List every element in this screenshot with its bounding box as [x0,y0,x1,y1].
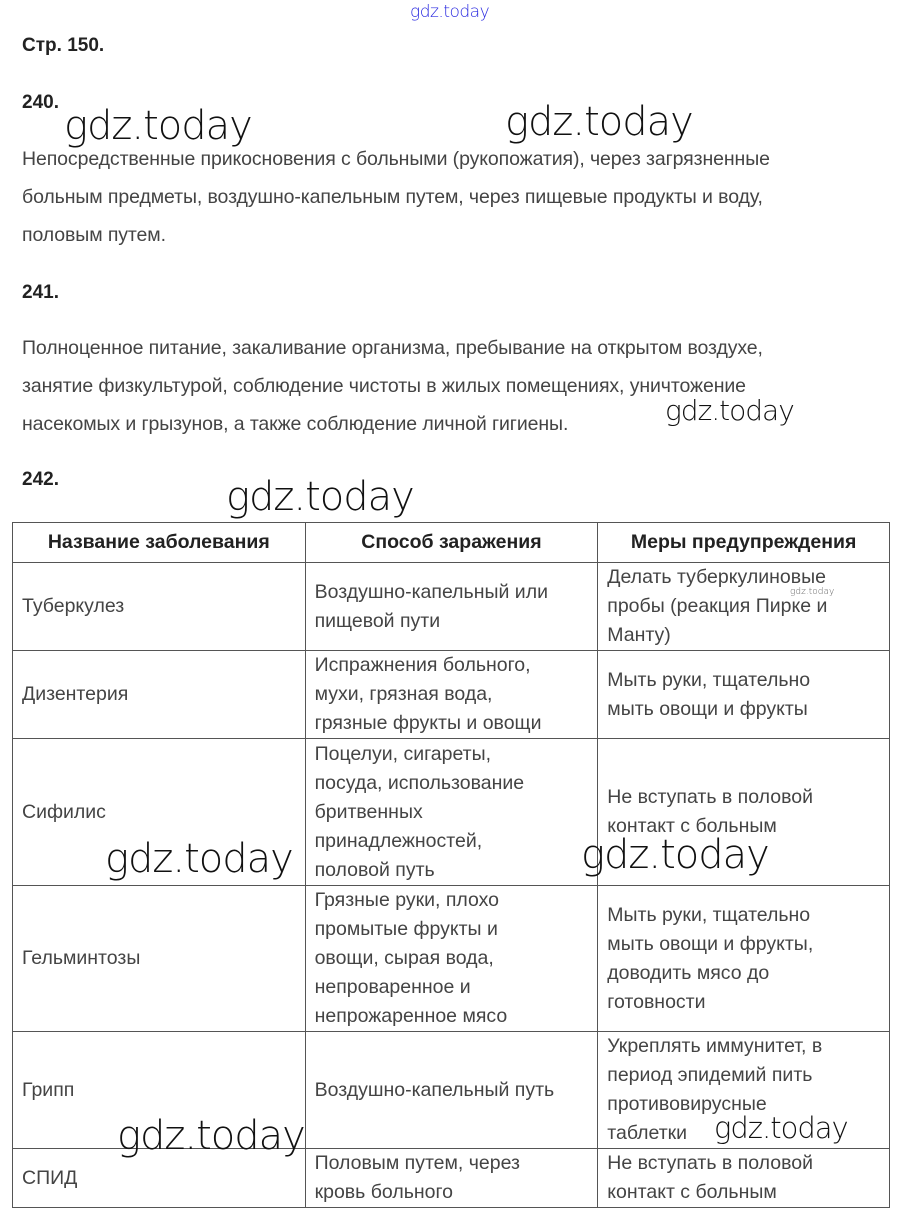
watermark-logo: gdz.today [64,103,252,149]
watermark-logo: gdz.today [505,99,693,145]
page-label: Стр. 150. [22,35,105,56]
prevention: Не вступать в половой контакт с больным [598,1149,890,1208]
task-240-number: 240. [22,92,59,113]
watermark-logo: gdz.today [714,1111,848,1145]
table-header-row [13,523,890,563]
infection-method: Половым путем, через кровь больного [305,1149,598,1208]
disease-name: Туберкулез [13,563,306,651]
infection-method: Воздушно-капельный или пищевой пути [305,563,598,651]
task-241-text: Полноценное питание, закаливание организма, пребывание на открытом воздухе, занятие физкультурой, соблюдение чистоты в жилых помещениях, уничтожение насекомых и грызунов, а также соблюдение личной гигиены. [22,337,763,435]
disease-name: Сифилис [13,739,306,886]
task-240-text: Непосредственные прикосновения с больными (рукопожатия), через загрязненные больным предметы, воздушно-капельным путем, через пищевые продукты и воду, половым путем. [22,148,770,246]
watermark-logo: gdz.today [581,832,769,878]
watermark-logo: gdz.today [105,836,293,882]
watermark-logo: gdz.today [790,587,835,597]
column-header: Название заболевания [13,523,306,563]
watermark-top-link[interactable]: gdz.today [410,2,490,22]
column-header: Способ заражения [305,523,598,563]
prevention: Делать туберкулиновые пробы (реакция Пирке и Манту) [598,563,890,651]
infection-method: Поцелуи, сигареты, посуда, использование бритвенных принадлежностей, половой путь [305,739,598,886]
table-row [13,651,890,739]
infection-method: Воздушно-капельный путь [305,1032,598,1149]
watermark-logo: gdz.today [117,1113,305,1159]
watermark-logo: gdz.today [665,394,794,427]
table-row [13,563,890,651]
infection-method: Грязные руки, плохо промытые фрукты и овощи, сырая вода, непроваренное и непрожаренное мясо [305,886,598,1032]
disease-name: Гельминтозы [13,886,306,1032]
task-241-number: 241. [22,282,59,303]
prevention: Не вступать в половой контакт с больным [598,739,890,886]
infection-method: Испражнения больного, мухи, грязная вода, грязные фрукты и овощи [305,651,598,739]
disease-name: Дизентерия [13,651,306,739]
table-row [13,886,890,1032]
prevention: Укреплять иммунитет, в период эпидемий пить противовирусные таблетки [598,1032,890,1149]
watermark-logo: gdz.today [226,474,414,520]
prevention: Мыть руки, тщательно мыть овощи и фрукты [598,651,890,739]
task-242-number: 242. [22,469,59,490]
disease-name: Грипп [13,1032,306,1149]
disease-name: СПИД [13,1149,306,1208]
column-header: Меры предупреждения [598,523,890,563]
prevention: Мыть руки, тщательно мыть овощи и фрукты, доводить мясо до готовности [598,886,890,1032]
